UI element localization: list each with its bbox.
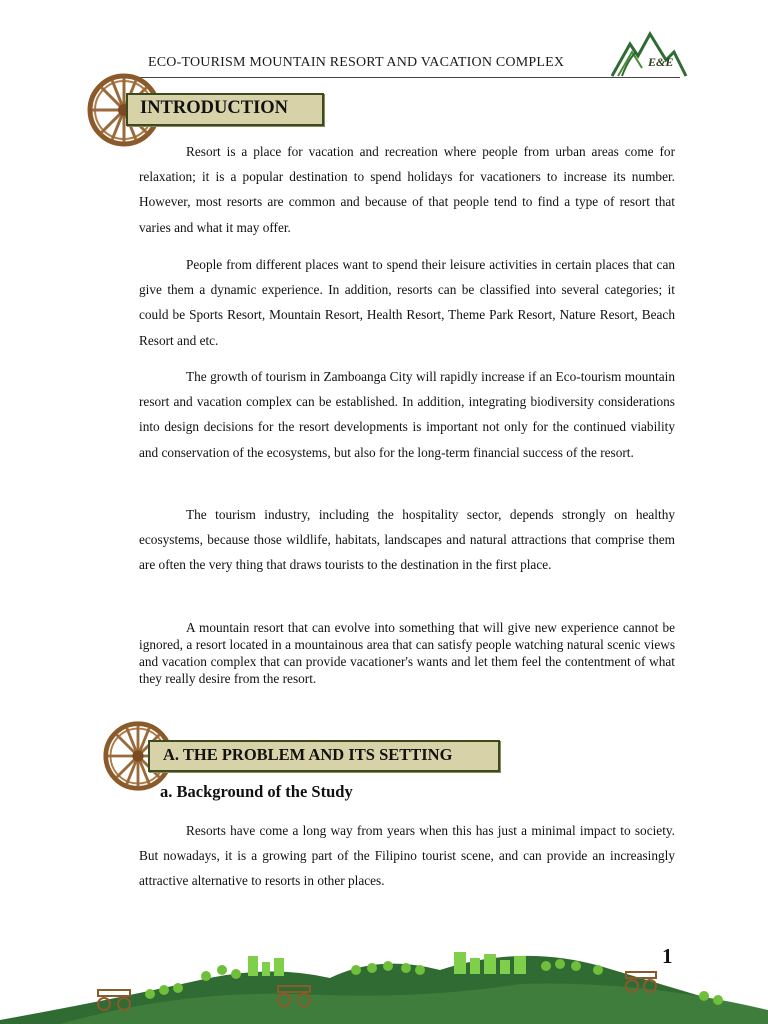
header-title: ECO-TOURISM MOUNTAIN RESORT AND VACATION COMPLEX <box>148 55 565 70</box>
intro-paragraph-2: People from different places want to spend their leisure activities in certain places that can give them a dynamic experience. In addition, resorts can be classified into several categories; it could be Sports Resort, Mountain Resort, Health Resort, Theme Park Resort, Nature Resort, Beach Resort and etc. <box>139 257 675 348</box>
problem-heading: A. THE PROBLEM AND ITS SETTING <box>163 745 453 764</box>
page-number: 1 <box>662 944 673 968</box>
logo-text: E&E <box>648 55 674 69</box>
introduction-banner <box>126 93 324 126</box>
intro-paragraph-3: The growth of tourism in Zamboanga City will rapidly increase if an Eco-tourism mountain resort and vacation complex can be established. In addition, integrating biodiversity considerations into design decisions for the resort developments is important not only for the continued viability and conservation of the ecosystems, but also for the long-term financial success of the resort. <box>139 369 675 460</box>
header-rule <box>120 77 680 78</box>
background-subheading: a. Background of the Study <box>160 782 353 801</box>
background-paragraph-1: Resorts have come a long way from years when this has just a minimal impact to society. But nowadays, it is a growing part of the Filipino tourist scene, and can provide an increasingly attractive alternative to resorts in other places. <box>139 823 675 889</box>
intro-paragraph-4: The tourism industry, including the hospitality sector, depends strongly on healthy ecosystems, because those wildlife, habitats, landscapes and natural attractions that comprise them are often the very thing that draws tourists to the destination in the first place. <box>139 507 675 573</box>
intro-paragraph-1: Resort is a place for vacation and recreation where people from urban areas come for relaxation; it is a popular destination to spend holidays for vacationers to increase its number. However, most resorts are common and because of that people tend to find a type of resort that varies and what it may offer. <box>139 144 675 235</box>
footer-landscape <box>0 940 768 1024</box>
problem-banner <box>148 740 500 772</box>
introduction-heading: INTRODUCTION <box>140 98 289 118</box>
intro-paragraph-5: A mountain resort that can evolve into something that will give new experience cannot be ignored, a resort located in a mountainous area that can satisfy people watching natural scenic views and vacation complex that can provide vacationer's wants and let them feel the contentment of what they really desire from the resort. <box>139 620 675 686</box>
